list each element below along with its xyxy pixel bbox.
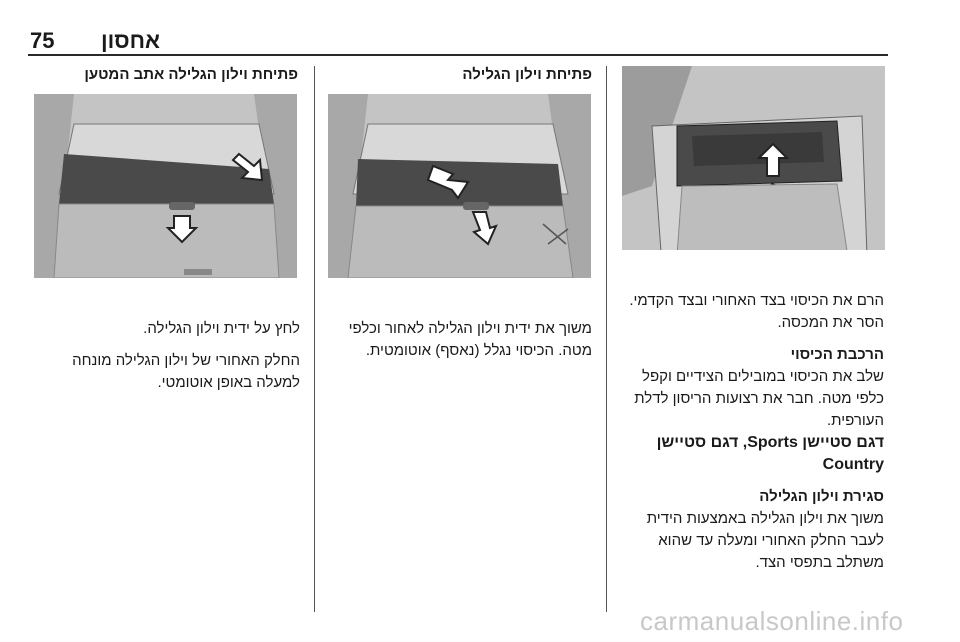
photo-trunk-pull-handle [328, 94, 591, 278]
paragraph: משוך את ידית וילון הגלילה לאחור וכלפי מטה. הכיסוי נגלל (נאסף) אוטומטית. [348, 320, 592, 359]
column-middle-title: פתיחת וילון הגלילה [462, 66, 592, 83]
heading-close-roller-blind: סגירת וילון הגלילה [759, 488, 884, 505]
heading-line: Country [822, 456, 884, 473]
text-install-cover: שלב את הכיסוי במובילים הצידיים וקפל כלפי מטה. חבר את רצועות הריסון לדלת העורפית. [634, 368, 884, 429]
column-divider-left [314, 66, 315, 612]
heading-install-cover: הרכבת הכיסוי [790, 346, 884, 363]
photo-trunk-remove-cover [622, 66, 885, 250]
photo-trunk-open-boot [34, 94, 297, 278]
intro-line: הסר את המכסה. [777, 314, 884, 331]
heading-line: דגם סטיישן Sports, דגם סטיישן [656, 434, 884, 451]
column-left-text [34, 318, 300, 404]
column-right-intro [618, 290, 884, 334]
intro-line: הרם את הכיסוי בצד האחורי ובצד הקדמי. [629, 292, 884, 309]
paragraph: החלק האחורי של וילון הגלילה מונחה למעלה באופן אוטומטי. [72, 352, 300, 391]
heading-model-variant [618, 432, 884, 476]
header-divider [28, 54, 888, 56]
column-left-title: פתיחת וילון הגלילה אתב המטען [84, 66, 298, 83]
page-number: 75 [30, 28, 55, 53]
text-close-roller-blind: משוך את וילון הגלילה באמצעות הידית לעבר החלק האחורי ומעלה עד שהוא משתלב בתפסי הצד. [646, 510, 884, 571]
watermark: carmanualsonline.info [640, 606, 904, 636]
section-title: אחסון [100, 28, 160, 53]
paragraph: לחץ על ידית וילון הגלילה. [143, 320, 300, 337]
column-divider-right [606, 66, 607, 612]
column-middle-text [326, 318, 592, 372]
